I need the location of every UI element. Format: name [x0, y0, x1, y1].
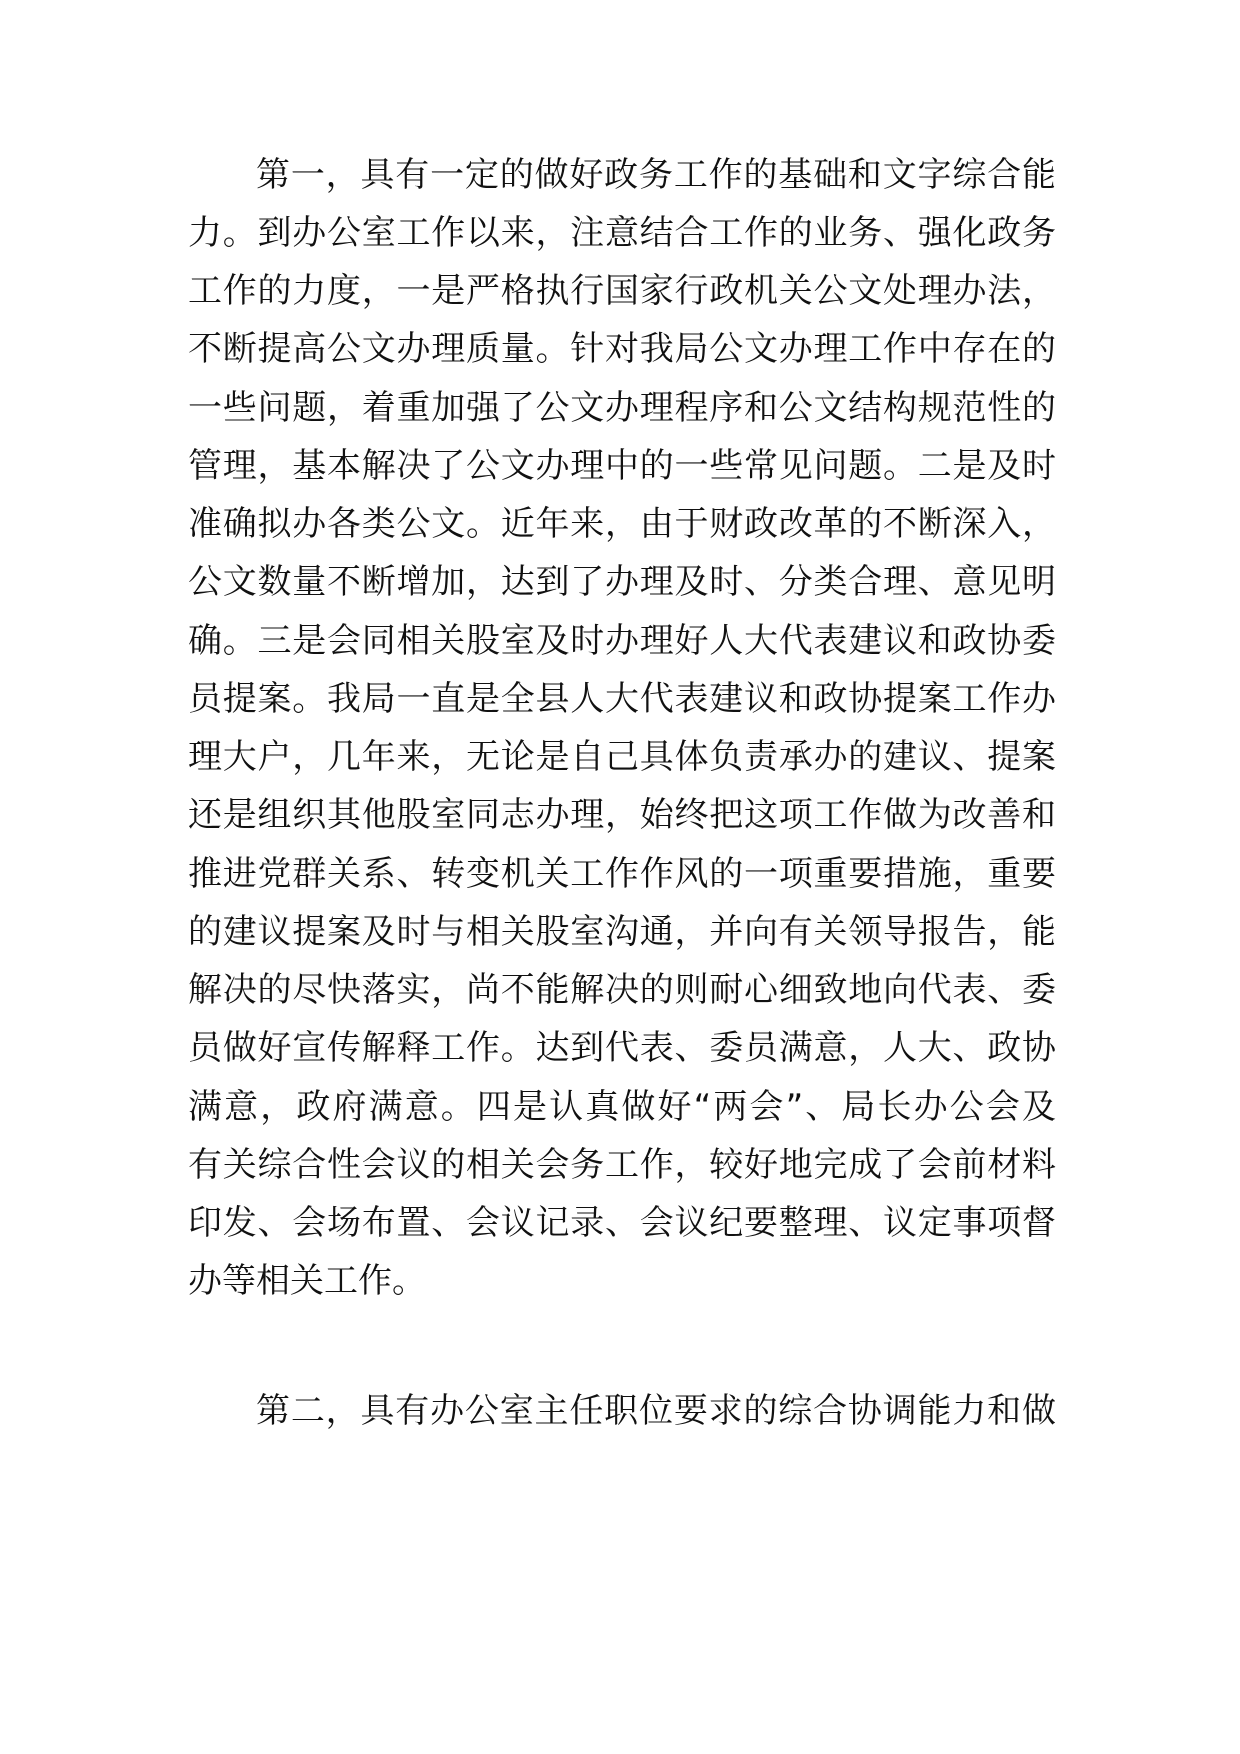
paragraph-line: 公文数量不断增加，达到了办理及时、分类合理、意见明 [188, 562, 1056, 602]
paragraph-line: 管理，基本解决了公文办理中的一些常见问题。二是及时 [188, 446, 1056, 486]
paragraph-line: 解决的尽快落实，尚不能解决的则耐心细致地向代表、委 [188, 970, 1056, 1010]
paragraph-line: 推进党群关系、转变机关工作作风的一项重要措施，重要 [188, 854, 1056, 894]
paragraph-line: 力。到办公室工作以来，注意结合工作的业务、强化政务 [188, 213, 1056, 253]
paragraph-line: 确。三是会同相关股室及时办理好人大代表建议和政协委 [188, 621, 1056, 661]
paragraph-line: 印发、会场布置、会议记录、会议纪要整理、议定事项督 [188, 1203, 1056, 1243]
paragraph-line: 不断提高公文办理质量。针对我局公文办理工作中存在的 [188, 329, 1056, 369]
paragraph-line: 一些问题，着重加强了公文办理程序和公文结构规范性的 [188, 388, 1056, 428]
paragraph-line: 理大户，几年来，无论是自己具体负责承办的建议、提案 [188, 737, 1056, 777]
paragraph-line: 的建议提案及时与相关股室沟通，并向有关领导报告，能 [188, 912, 1056, 952]
paragraph-line: 员提案。我局一直是全县人大代表建议和政协提案工作办 [188, 679, 1056, 719]
paragraph-line: 员做好宣传解释工作。达到代表、委员满意，人大、政协 [188, 1028, 1056, 1068]
paragraph-line: 第二，具有办公室主任职位要求的综合协调能力和做 [256, 1391, 1056, 1431]
paragraph-line: 满意，政府满意。四是认真做好“两会”、局长办公会及 [188, 1087, 1056, 1127]
paragraph-line: 第一，具有一定的做好政务工作的基础和文字综合能 [256, 155, 1056, 195]
paragraph-line: 办等相关工作。 [188, 1261, 426, 1301]
paragraph-line: 还是组织其他股室同志办理，始终把这项工作做为改善和 [188, 795, 1056, 835]
paragraph-line: 准确拟办各类公文。近年来，由于财政改革的不断深入， [188, 504, 1056, 544]
paragraph-line: 工作的力度，一是严格执行国家行政机关公文处理办法， [188, 271, 1056, 311]
paragraph-line: 有关综合性会议的相关会务工作，较好地完成了会前材料 [188, 1145, 1056, 1185]
